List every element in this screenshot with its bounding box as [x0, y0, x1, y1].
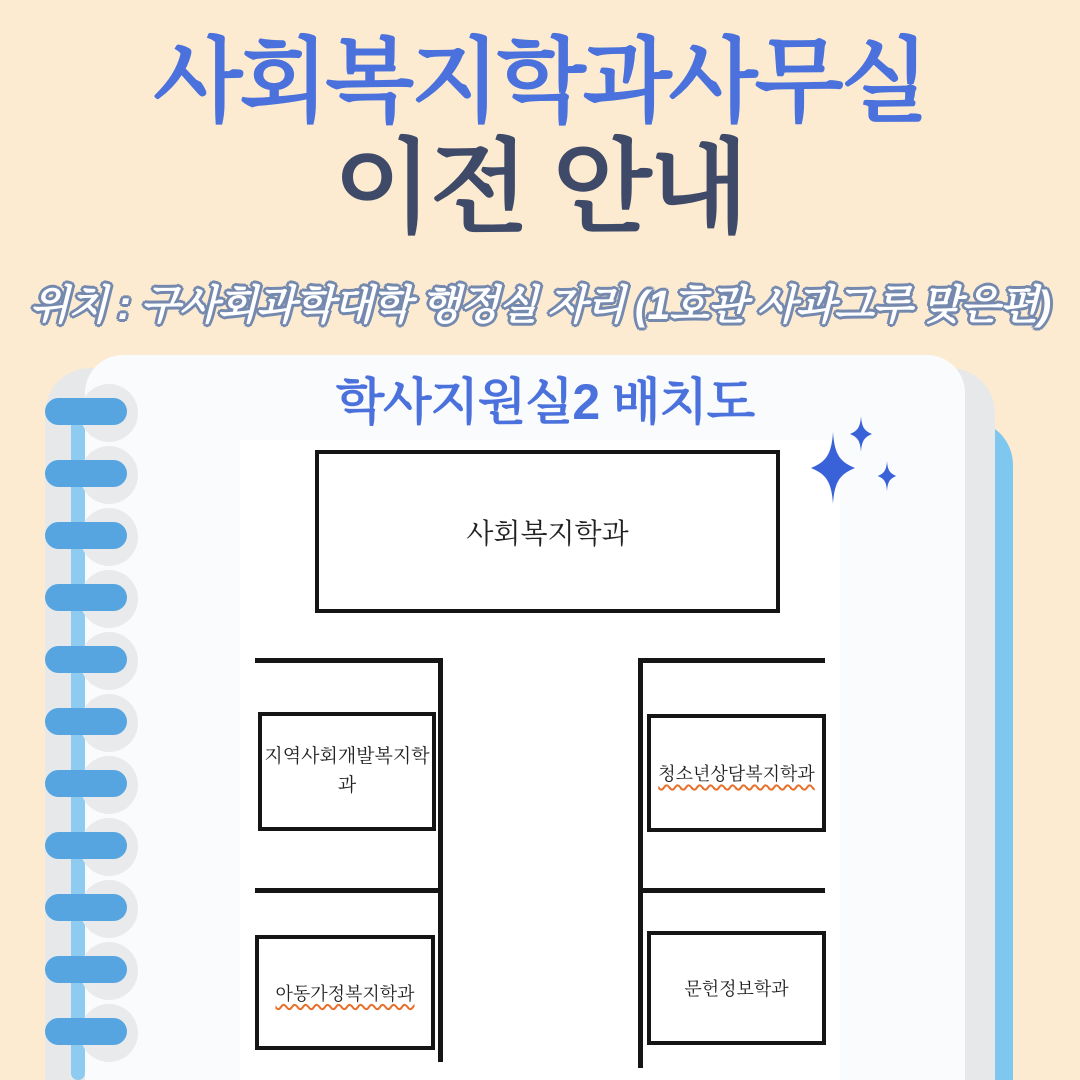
- layout-heading: 학사지원실2 배치도: [335, 374, 755, 430]
- spiral-ring: [45, 646, 127, 673]
- spiral-ring: [45, 460, 127, 487]
- room-label: 문헌정보학과: [684, 979, 789, 999]
- room-label: 아동가정복지학과: [275, 983, 415, 1004]
- spiral-ring: [45, 894, 127, 921]
- room-community-development-welfare-dept: [258, 712, 436, 831]
- plan-wall-right-divider: [638, 888, 825, 893]
- plan-wall-left-divider: [255, 888, 443, 893]
- spiral-binding: [0, 0, 180, 1080]
- spiral-ring: [45, 584, 127, 611]
- poster-title-line2: 이전 안내: [333, 130, 747, 245]
- room-label: 지역사회개발복지학과: [264, 746, 430, 796]
- spiral-ring: [45, 770, 127, 797]
- location-subtitle: 위치 : 구사회과학대학 행정실 자리 (1호관 사과그루 맞은편): [29, 282, 1051, 328]
- spiral-ring: [45, 956, 127, 983]
- room-social-welfare-dept: [315, 450, 780, 613]
- room-youth-counseling-welfare-dept: [647, 714, 826, 832]
- plan-wall-right-top: [638, 658, 825, 663]
- room-label: 사회복지학과: [466, 517, 629, 549]
- sparkle-icon: [795, 400, 925, 520]
- spiral-ring: [45, 522, 127, 549]
- spiral-ring: [45, 832, 127, 859]
- room-library-information-science-dept: [647, 931, 826, 1045]
- plan-wall-left-vertical: [438, 658, 443, 1062]
- plan-wall-right-vertical: [638, 658, 643, 1068]
- spiral-ring: [45, 708, 127, 735]
- poster-title-line1: 사회복지학과사무실: [153, 31, 927, 133]
- spiral-ring: [45, 1018, 127, 1045]
- room-label: 청소년상담복지학과: [658, 764, 815, 784]
- room-child-family-welfare-dept: [255, 935, 435, 1050]
- plan-wall-left-top: [255, 658, 443, 663]
